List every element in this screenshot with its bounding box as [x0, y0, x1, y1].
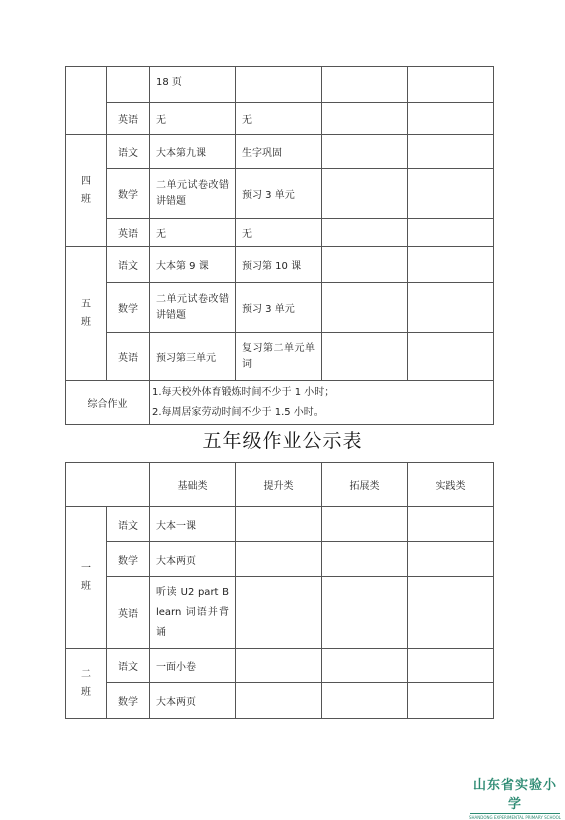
school-name: 山东省实验小学	[472, 778, 557, 812]
basic-cell: 听读 U2 part B learn 词语并背诵	[150, 577, 236, 649]
improve-cell	[236, 577, 322, 649]
extend-cell	[322, 247, 408, 283]
table-row	[66, 169, 494, 219]
table-row	[66, 283, 494, 333]
extend-cell	[322, 683, 408, 719]
improve-cell	[236, 542, 322, 577]
extend-cell	[322, 649, 408, 683]
header-row	[66, 463, 494, 507]
subject-cell: 语文	[107, 247, 150, 283]
class-cell: 四 班	[66, 135, 107, 247]
table-row	[66, 683, 494, 719]
bottom-homework-table	[65, 462, 494, 719]
improve-cell: 生字巩固	[236, 135, 322, 169]
top-homework-table	[65, 66, 494, 425]
basic-cell: 大本第 9 课	[150, 247, 236, 283]
subject-cell: 英语	[107, 103, 150, 135]
practice-cell	[408, 683, 494, 719]
extend-cell	[322, 103, 408, 135]
extend-cell	[322, 333, 408, 381]
extend-cell	[322, 169, 408, 219]
practice-cell	[408, 542, 494, 577]
class-cell: 二 班	[66, 649, 107, 719]
table-row	[66, 333, 494, 381]
improve-cell: 预习 3 单元	[236, 169, 322, 219]
basic-cell: 无	[150, 103, 236, 135]
practice-cell	[408, 219, 494, 247]
practice-cell	[408, 649, 494, 683]
summary-line-1: 1.每天校外体育锻炼时间不少于 1 小时；	[152, 386, 335, 398]
basic-cell: 预习第三单元	[150, 333, 236, 381]
header-basic: 基础类	[150, 463, 236, 507]
subject-cell: 英语	[107, 219, 150, 247]
extend-cell	[322, 135, 408, 169]
practice-cell	[408, 507, 494, 542]
extend-cell	[322, 67, 408, 103]
improve-cell: 无	[236, 219, 322, 247]
basic-cell: 大本两页	[150, 542, 236, 577]
table-row	[66, 67, 494, 103]
extend-cell	[322, 507, 408, 542]
basic-cell: 18 页	[150, 67, 236, 103]
summary-content	[150, 381, 494, 425]
practice-cell	[408, 247, 494, 283]
school-subtitle: SHANDONG EXPERIMENTAL PRIMARY SCHOOL	[468, 815, 562, 820]
improve-cell	[236, 649, 322, 683]
extend-cell	[322, 283, 408, 333]
header-practice: 实践类	[408, 463, 494, 507]
improve-cell	[236, 507, 322, 542]
subject-cell: 数学	[107, 683, 150, 719]
subject-cell: 数学	[107, 169, 150, 219]
extend-cell	[322, 219, 408, 247]
subject-cell: 英语	[107, 577, 150, 649]
table-row	[66, 135, 494, 169]
practice-cell	[408, 135, 494, 169]
header-improve: 提升类	[236, 463, 322, 507]
basic-cell: 一面小卷	[150, 649, 236, 683]
table-row	[66, 542, 494, 577]
extend-cell	[322, 542, 408, 577]
improve-cell: 复习第二单元单词	[236, 333, 322, 381]
extend-cell	[322, 577, 408, 649]
practice-cell	[408, 103, 494, 135]
practice-cell	[408, 577, 494, 649]
subject-cell: 数学	[107, 542, 150, 577]
subject-cell: 语文	[107, 507, 150, 542]
table-row	[66, 649, 494, 683]
basic-cell: 二单元试卷改错讲错题	[150, 169, 236, 219]
improve-cell	[236, 67, 322, 103]
basic-cell: 二单元试卷改错讲错题	[150, 283, 236, 333]
subject-cell	[107, 67, 150, 103]
school-watermark	[467, 774, 563, 820]
summary-label: 综合作业	[66, 381, 150, 425]
header-extend: 拓展类	[322, 463, 408, 507]
table-row	[66, 219, 494, 247]
basic-cell: 无	[150, 219, 236, 247]
class-cell	[66, 67, 107, 135]
improve-cell: 预习 3 单元	[236, 283, 322, 333]
improve-cell: 预习第 10 课	[236, 247, 322, 283]
improve-cell: 无	[236, 103, 322, 135]
summary-row	[66, 381, 494, 425]
subject-cell: 数学	[107, 283, 150, 333]
basic-cell: 大本一课	[150, 507, 236, 542]
table-row	[66, 507, 494, 542]
summary-line-2: 2.每周居家劳动时间不少于 1.5 小时。	[152, 406, 324, 418]
table-row	[66, 103, 494, 135]
watermark-divider	[470, 813, 560, 814]
class-cell: 五 班	[66, 247, 107, 381]
table-row	[66, 577, 494, 649]
page-title: 五年级作业公示表	[202, 430, 363, 452]
class-cell: 一 班	[66, 507, 107, 649]
basic-cell: 大本第九课	[150, 135, 236, 169]
subject-cell: 语文	[107, 135, 150, 169]
improve-cell	[236, 683, 322, 719]
practice-cell	[408, 283, 494, 333]
practice-cell	[408, 333, 494, 381]
practice-cell	[408, 67, 494, 103]
table-row	[66, 247, 494, 283]
header-corner	[66, 463, 150, 507]
basic-cell: 大本两页	[150, 683, 236, 719]
subject-cell: 英语	[107, 333, 150, 381]
subject-cell: 语文	[107, 649, 150, 683]
practice-cell	[408, 169, 494, 219]
